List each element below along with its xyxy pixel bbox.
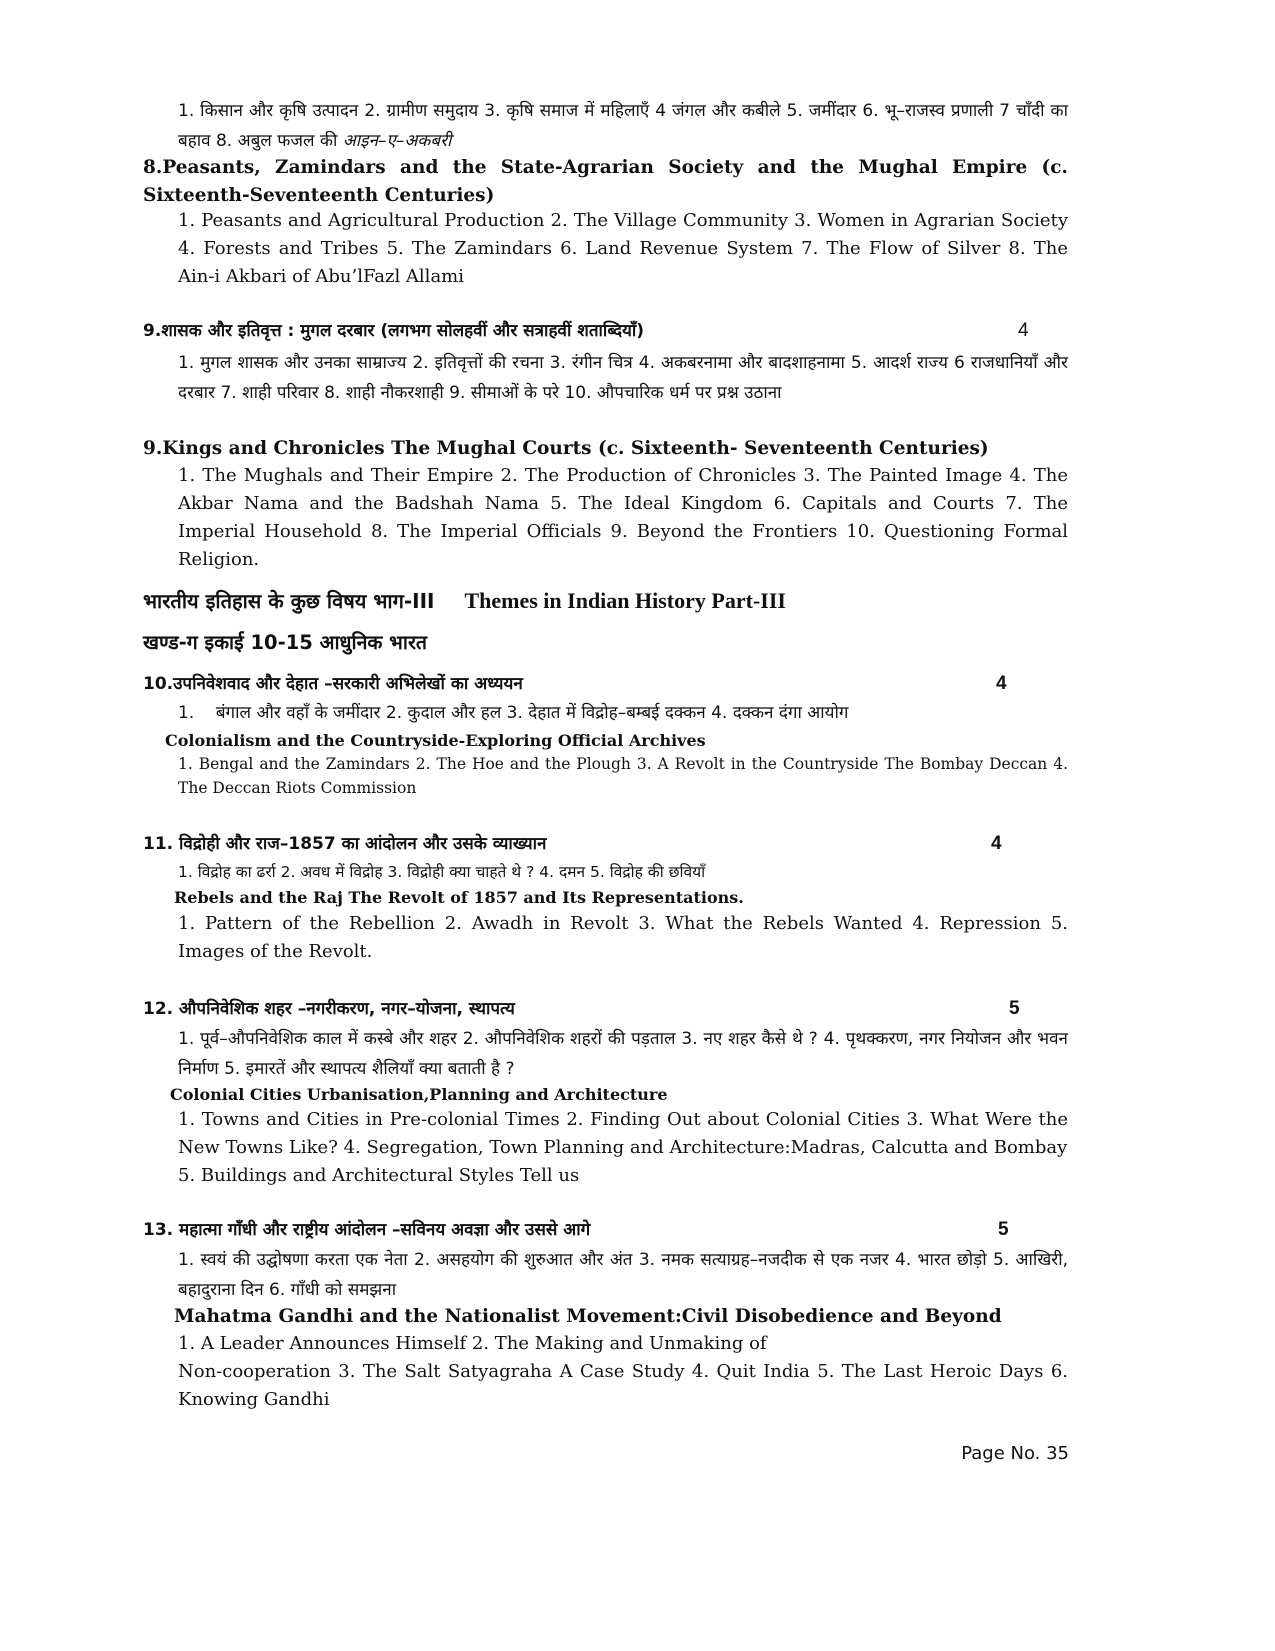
unit9-english-items: 1. The Mughals and Their Empire 2. The Production of Chronicles 3. The Painted Image 4. The Akbar Nama and the Badshah Nama 5. The Ideal Kingdom 6. Capitals and Courts 7. The Imperial Household 8. The Imperial Officials 9. Beyond the Frontiers 10. Questioning Formal Religion. [178,465,1068,570]
unit11-english-title: Rebels and the Raj The Revolt of 1857 and Its Representations. [174,888,744,907]
part3-section-title: खण्ड-ग इकाई 10-15 आधुनिक भारत [143,631,428,654]
part3-english-title: Themes in Indian History Part-III [464,588,786,613]
unit13-english-title: Mahatma Gandhi and the Nationalist Movement:Civil Disobedience and Beyond [174,1306,1002,1327]
unit10-hindi-items: 1. बंगाल और वहाँ के जमींदार 2. कुदाल और हल 3. देहात में विद्रोह–बम्बई दक्कन 4. दक्कन दंगा आयोग [178,703,849,723]
unit8-english-title: 8.Peasants, Zamindars and the State-Agrarian Society and the Mughal Empire (c. Sixteenth-Seventeenth Centuries) [143,157,1068,206]
page-number: Page No. 35 [961,1443,1069,1464]
unit10-marks: 4 [996,673,1007,694]
unit13-english-items-part1: 1. A Leader Announces Himself 2. The Making and Unmaking of [178,1333,767,1354]
unit11-english-items: 1. Pattern of the Rebellion 2. Awadh in Revolt 3. What the Rebels Wanted 4. Repression 5. Images of the Revolt. [178,913,1068,962]
unit10-english-title: Colonialism and the Countryside-Exploring Official Archives [165,731,706,750]
unit8-hindi-items-text: 1. किसान और कृषि उत्पादन 2. ग्रामीण समुदाय 3. कृषि समाज में महिलाएँ 4 जंगल और कबीले 5. जमींदार 6. भू–राजस्व प्रणाली 7 चाँदी का बहाव 8. अबुल फजल की [178,101,1068,151]
unit12-english-items-part2: 5. Buildings and Architectural Styles Tell us [178,1165,580,1186]
ain-i-akbari-italic: आइन–ए–अकबरी [342,131,452,151]
unit13-english-items [178,1330,1068,1414]
unit12-english-items [178,1106,1068,1190]
unit13-marks: 5 [998,1219,1009,1240]
unit12-marks: 5 [1009,998,1020,1019]
unit11-hindi-items: 1. विद्रोह का ढर्रा 2. अवध में विद्रोह 3. विद्रोही क्या चाहते थे ? 4. दमन 5. विद्रोह की छवियाँ [178,863,706,881]
unit12-hindi-title: 12. औपनिवेशिक शहर –नगरीकरण, नगर–योजना, स्थापत्य [143,999,515,1019]
part3-heading [143,587,1068,614]
unit11-marks: 4 [991,833,1002,854]
unit11-hindi-title: 11. विद्रोही और राज–1857 का आंदोलन और उसके व्याख्यान [143,834,547,854]
unit13-english-items-part2: Non-cooperation 3. The Salt Satyagraha A Case Study 4. Quit India 5. The Last Heroic Days 6. Knowing Gandhi [178,1361,1068,1410]
unit12-hindi-items: 1. पूर्व–औपनिवेशिक काल में कस्बे और शहर 2. औपनिवेशिक शहरों की पड़ताल 3. नए शहर कैसे थे ? 4. पृथक्करण, नगर नियोजन और भवन निर्माण 5. इमारतें और स्थापत्य शैलियाँ क्या बताती है ? [178,1029,1068,1079]
part3-hindi-title: भारतीय इतिहास के कुछ विषय भाग-III [143,589,435,613]
unit8-hindi-items [178,96,1068,156]
unit10-english-items: 1. Bengal and the Zamindars 2. The Hoe and the Plough 3. A Revolt in the Countryside The Bombay Deccan 4. The Deccan Riots Commission [178,755,1068,797]
unit9-hindi-items: 1. मुगल शासक और उनका साम्राज्य 2. इतिवृत्तों की रचना 3. रंगीन चित्र 4. अकबरनामा और बादशाहनामा 5. आदर्श राज्य 6 राजधानियाँ और दरबार 7. शाही परिवार 8. शाही नौकरशाही 9. सीमाओं के परे 10. औपचारिक धर्म पर प्रश्न उठाना [178,353,1068,403]
unit9-marks: 4 [1018,320,1029,341]
unit13-hindi-items: 1. स्वयं की उद्घोषणा करता एक नेता 2. असहयोग की शुरुआत और अंत 3. नमक सत्याग्रह–नजदीक से एक नजर 4. भारत छोड़ो 5. आखिरी, बहादुराना दिन 6. गाँधी को समझना [178,1250,1068,1300]
unit9-english-title: 9.Kings and Chronicles The Mughal Courts (c. Sixteenth- Seventeenth Centuries) [143,438,989,459]
unit8-english-items: 1. Peasants and Agricultural Production 2. The Village Community 3. Women in Agrarian Society 4. Forests and Tribes 5. The Zamindars 6. Land Revenue System 7. The Flow of Silver 8. The Ain-i Akbari of Abu’lFazl Allami [178,210,1068,287]
unit13-hindi-title: 13. महात्मा गाँधी और राष्ट्रीय आंदोलन –सविनय अवज्ञा और उससे आगे [143,1220,591,1240]
unit12-english-items-part1: 1. Towns and Cities in Pre-colonial Times 2. Finding Out about Colonial Cities 3. What Were the New Towns Like? 4. Segregation, Town Planning and Architecture:Madras, Calcutta and Bombay [178,1109,1068,1158]
unit9-hindi-title: 9.शासक और इतिवृत्त : मुगल दरबार (लगभग सोलहवीं और सत्राहवीं शताब्दियाँ) [143,321,645,341]
unit10-hindi-title: 10.उपनिवेशवाद और देहात –सरकारी अभिलेखों का अध्ययन [143,674,523,694]
unit12-english-title: Colonial Cities Urbanisation,Planning and Architecture [170,1085,668,1104]
